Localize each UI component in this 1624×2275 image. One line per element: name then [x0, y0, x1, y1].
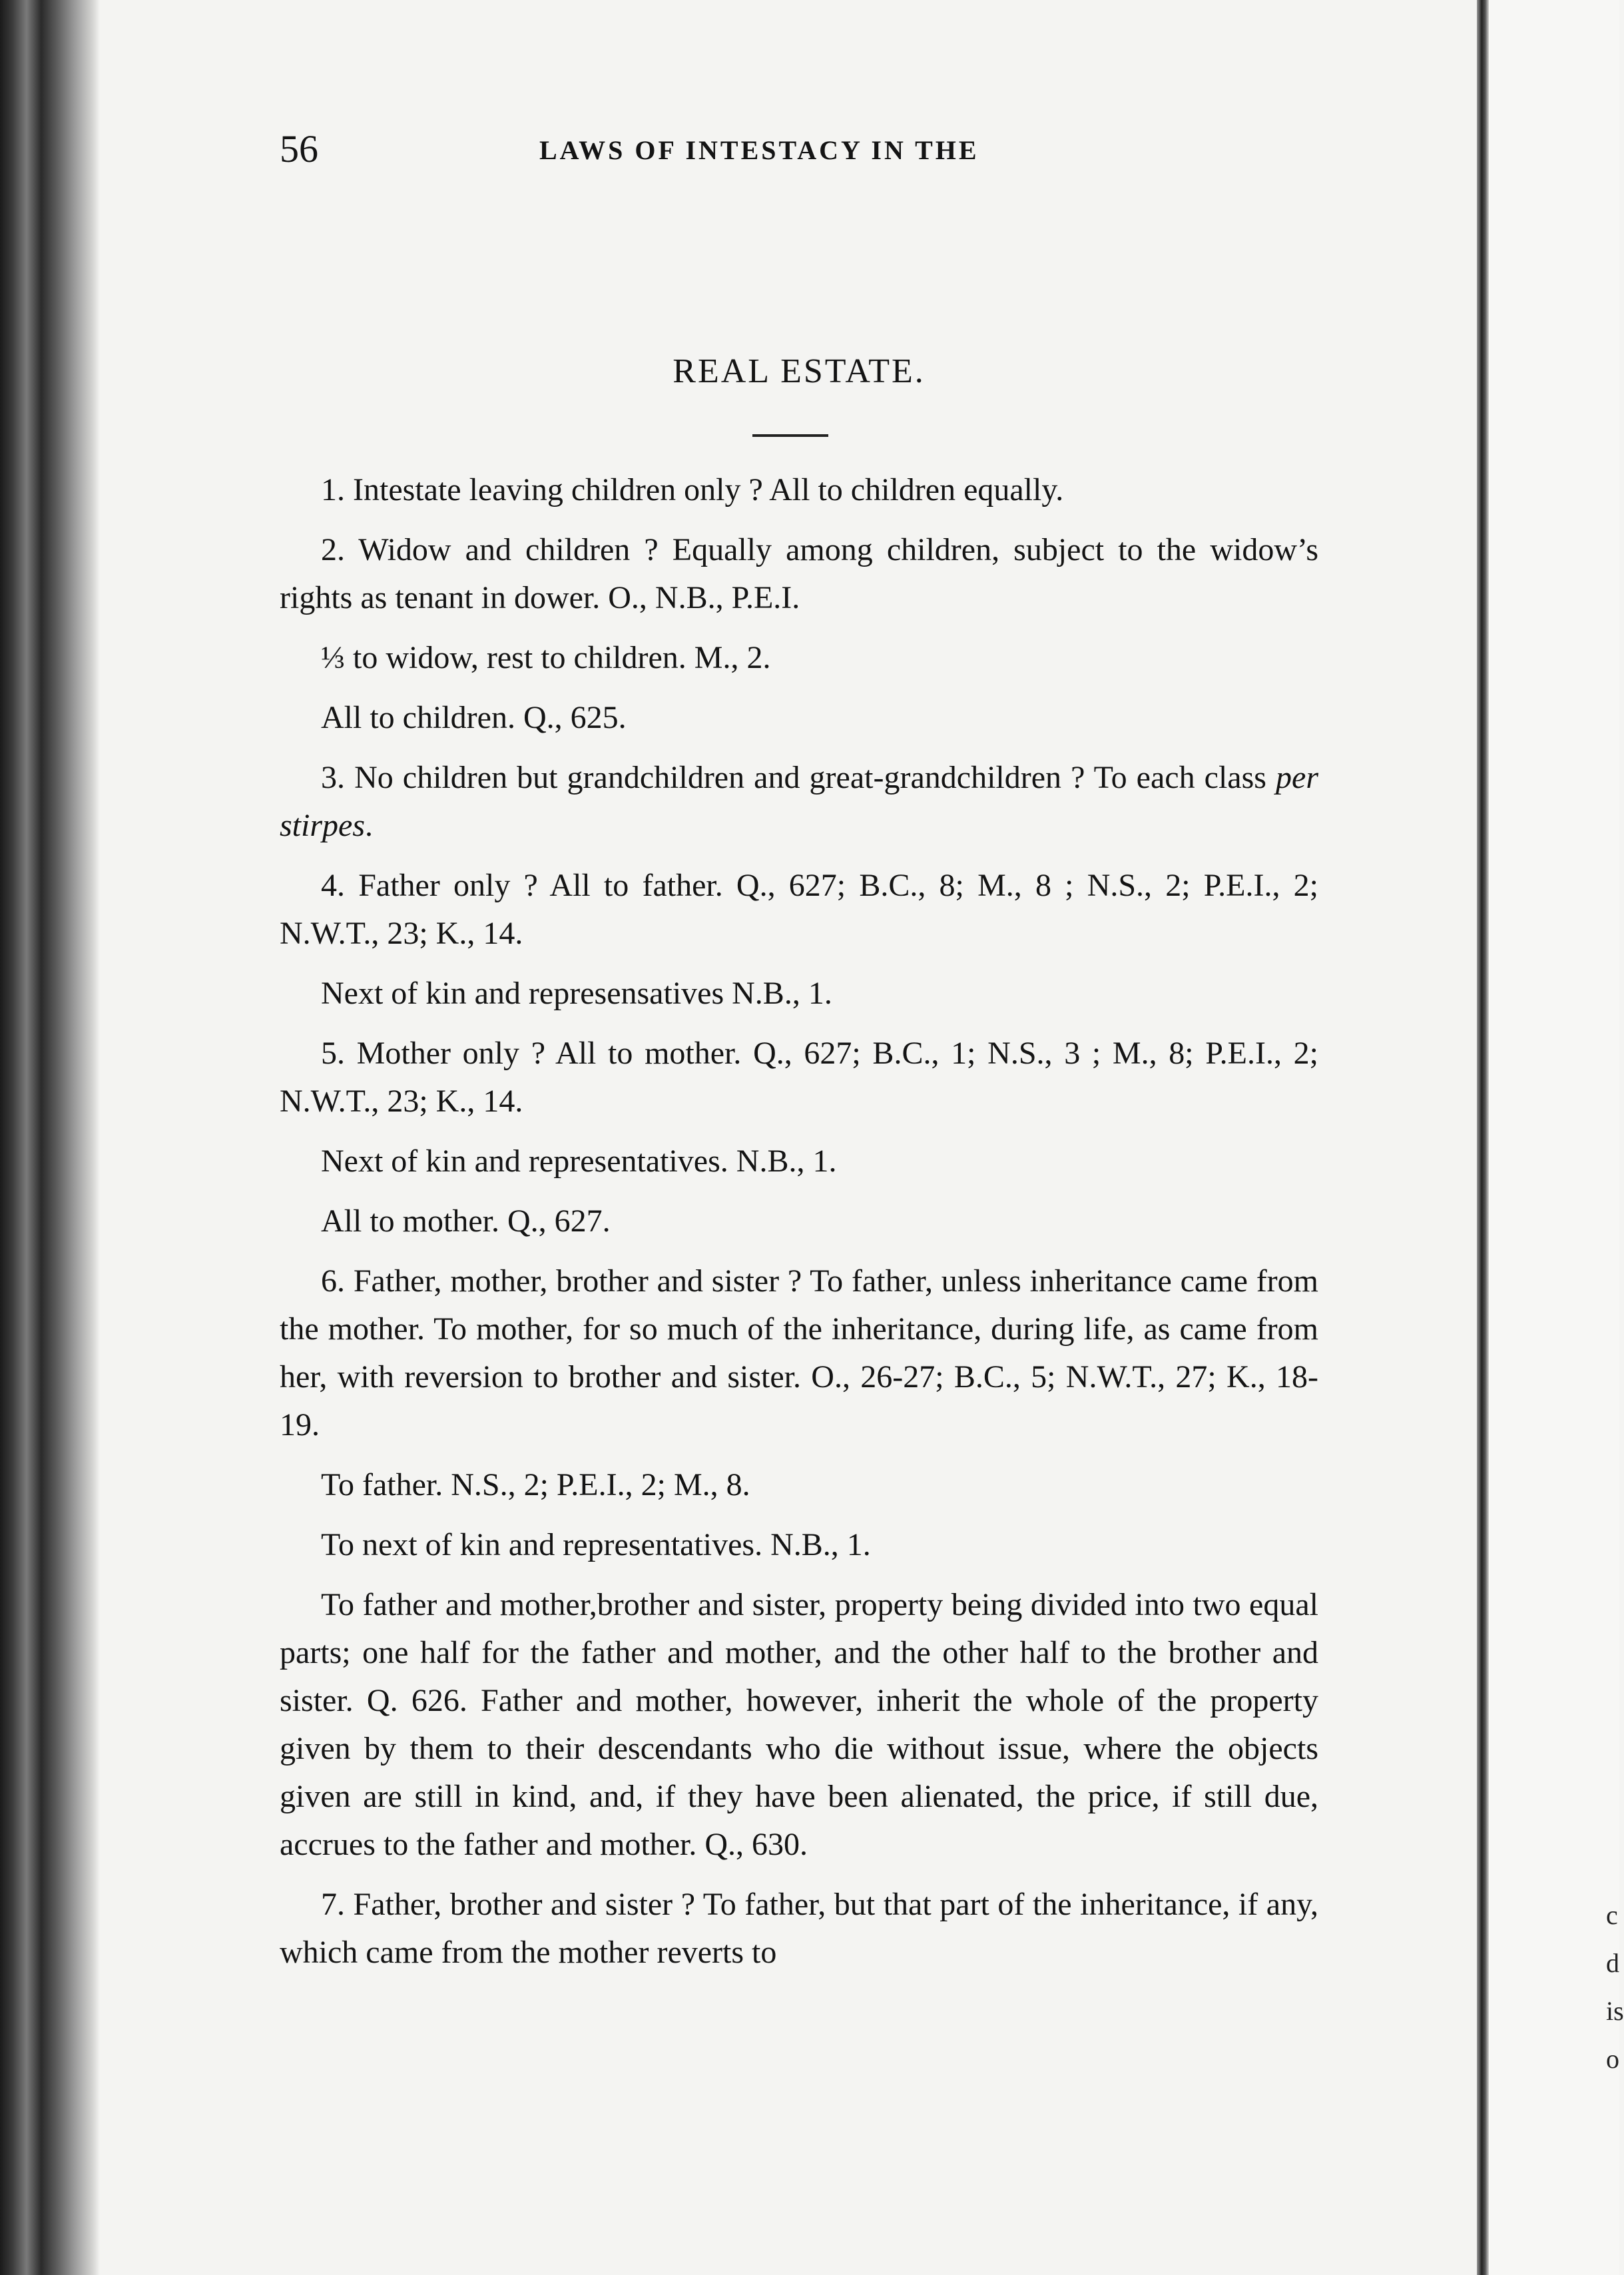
facing-page-letter: c	[1606, 1900, 1618, 1930]
paragraph: 3. No children but grandchildren and great-grandchildren ? To each class per stirpes.	[280, 760, 1318, 843]
paragraph: 4. Father only ? All to father. Q., 627; B.C., 8; M., 8 ; N.S., 2; P.E.I., 2; N.W.T., 23; K., 14.	[280, 868, 1318, 951]
paragraph: All to children. Q., 625.	[321, 700, 627, 735]
paragraph: Next of kin and represensatives N.B., 1.	[321, 976, 832, 1011]
facing-page-edge	[1489, 0, 1624, 2275]
facing-page-text	[1606, 1891, 1624, 2083]
paragraph: 7. Father, brother and sister ? To father, but that part of the inheritance, if any, which came from the mother reverts to	[280, 1887, 1318, 1970]
paragraph: Next of kin and representatives. N.B., 1.	[321, 1143, 837, 1179]
page-number: 56	[280, 127, 318, 170]
page-body	[280, 466, 1318, 1989]
paragraph: 5. Mother only ? All to mother. Q., 627; B.C., 1; N.S., 3 ; M., 8; P.E.I., 2; N.W.T., 23; K., 14.	[280, 1036, 1318, 1119]
paragraph: 1. Intestate leaving children only ? All to children equally.	[321, 472, 1064, 507]
paragraph: All to mother. Q., 627.	[321, 1203, 611, 1239]
facing-page-letter: d	[1606, 1948, 1619, 1978]
running-title: LAWS OF INTESTACY IN THE	[539, 135, 979, 165]
paragraph: To father. N.S., 2; P.E.I., 2; M., 8.	[321, 1467, 750, 1502]
book-page	[280, 0, 1318, 2275]
paragraph: ⅓ to widow, rest to children. M., 2.	[321, 640, 771, 675]
paragraph: 2. Widow and children ? Equally among children, subject to the widow’s rights as tenant in dower. O., N.B., P.E.I.	[280, 532, 1318, 615]
paragraph: To father and mother,brother and sister, property being divided into two equal parts; one half for the father and mother, and the other half to the brother and sister. Q. 626. Father and mother, however, inherit the whole of the property given by them to their descendants who die without issue, where the objects given are still in kind, and, if they have been alienated, the price, if still due, accrues to the father and mother. Q., 630.	[280, 1587, 1318, 1862]
title-rule	[752, 434, 828, 437]
paragraph: 6. Father, mother, brother and sister ? To father, unless inheritance came from the mother. To mother, for so much of the inheritance, during life, as came from her, with reversion to brother and sister. O., 26-27; B.C., 5; N.W.T., 27; K., 18-19.	[280, 1263, 1318, 1443]
page-gutter	[1477, 0, 1489, 2275]
running-head	[280, 127, 1318, 180]
facing-page-letter: is	[1606, 1996, 1624, 2026]
facing-page-letter: o	[1606, 2044, 1619, 2074]
book-binding-edge	[0, 0, 100, 2275]
paragraph: To next of kin and representatives. N.B., 1.	[321, 1527, 871, 1562]
section-title: REAL ESTATE.	[673, 352, 926, 390]
